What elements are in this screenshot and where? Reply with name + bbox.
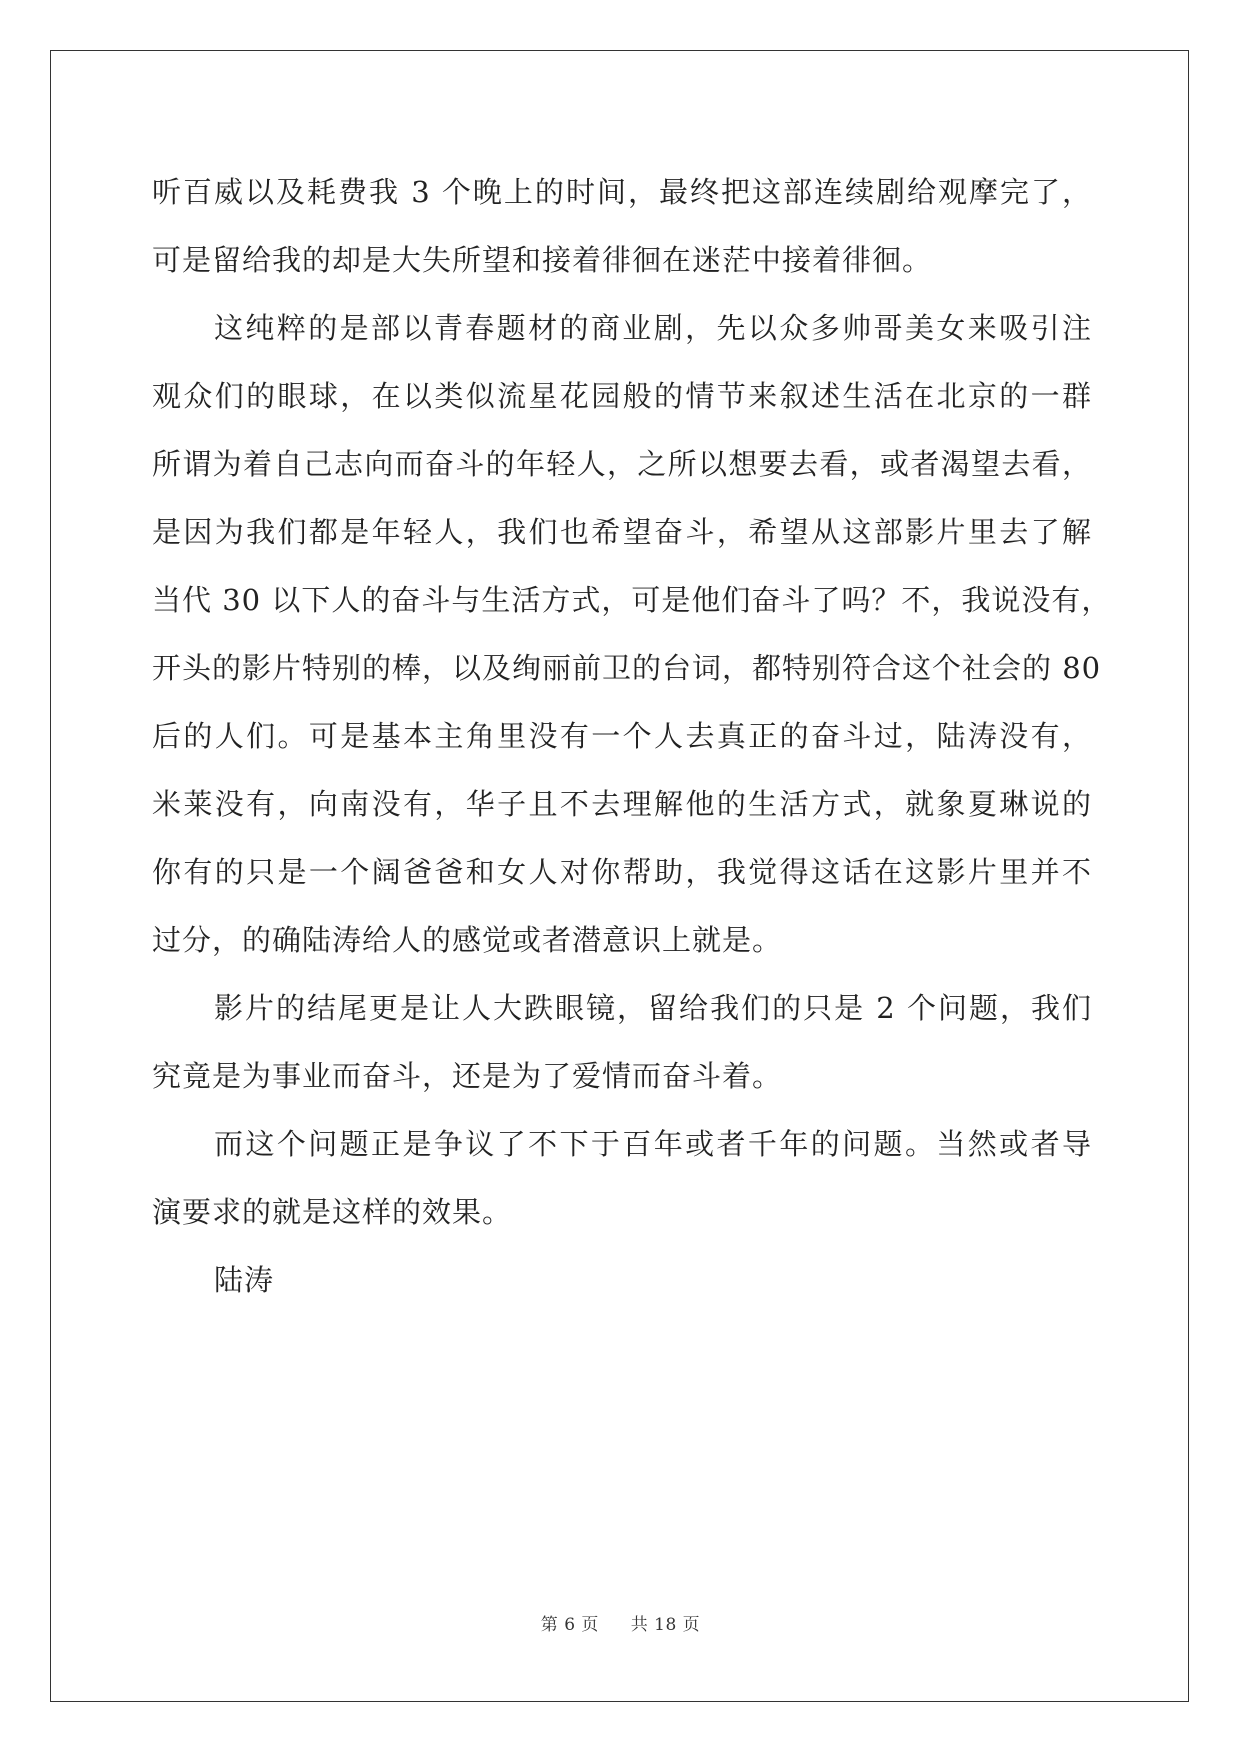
paragraph-4 <box>152 1120 1092 1256</box>
text-line: 可是留给我的却是大失所望和接着徘徊在迷茫中接着徘徊。 <box>152 243 933 277</box>
paragraph-3 <box>152 984 1092 1120</box>
text-line: 后的人们。可是基本主角里没有一个人去真正的奋斗过，陆涛没有， <box>152 719 1092 753</box>
page-footer <box>0 1610 1241 1635</box>
text-line: 过分，的确陆涛给人的感觉或者潜意识上就是。 <box>152 923 783 957</box>
paragraph-1 <box>152 168 1092 304</box>
text-line: 观众们的眼球，在以类似流星花园般的情节来叙述生活在北京的一群 <box>152 379 1092 413</box>
page-total: 共 18 页 <box>630 1615 701 1635</box>
text-line: 米莱没有，向南没有，华子且不去理解他的生活方式，就象夏琳说的 <box>152 787 1092 821</box>
text-line: 当代 30 以下人的奋斗与生活方式，可是他们奋斗了吗？不，我说没有， <box>152 583 1112 617</box>
text-line: 这纯粹的是部以青春题材的商业剧，先以众多帅哥美女来吸引注 <box>214 311 1092 345</box>
text-line: 而这个问题正是争议了不下于百年或者千年的问题。当然或者导 <box>214 1127 1092 1161</box>
text-line: 开头的影片特别的棒，以及绚丽前卫的台词，都特别符合这个社会的 80 <box>152 651 1102 685</box>
text-line: 究竟是为事业而奋斗，还是为了爱情而奋斗着。 <box>152 1059 783 1093</box>
text-line: 听百威以及耗费我 3 个晚上的时间，最终把这部连续剧给观摩完了， <box>152 175 1092 209</box>
paragraph-2 <box>152 304 1112 984</box>
text-line: 是因为我们都是年轻人，我们也希望奋斗，希望从这部影片里去了解 <box>152 515 1092 549</box>
document-body <box>152 168 1112 1324</box>
text-line: 演要求的就是这样的效果。 <box>152 1195 513 1229</box>
text-line: 陆涛 <box>214 1263 275 1297</box>
paragraph-5 <box>152 1256 1092 1324</box>
text-line: 影片的结尾更是让人大跌眼镜，留给我们的只是 2 个问题，我们 <box>214 991 1092 1025</box>
text-line: 所谓为着自己志向而奋斗的年轻人，之所以想要去看，或者渴望去看， <box>152 447 1092 481</box>
page-number: 第 6 页 <box>540 1615 599 1635</box>
text-line: 你有的只是一个阔爸爸和女人对你帮助，我觉得这话在这影片里并不 <box>152 855 1092 889</box>
